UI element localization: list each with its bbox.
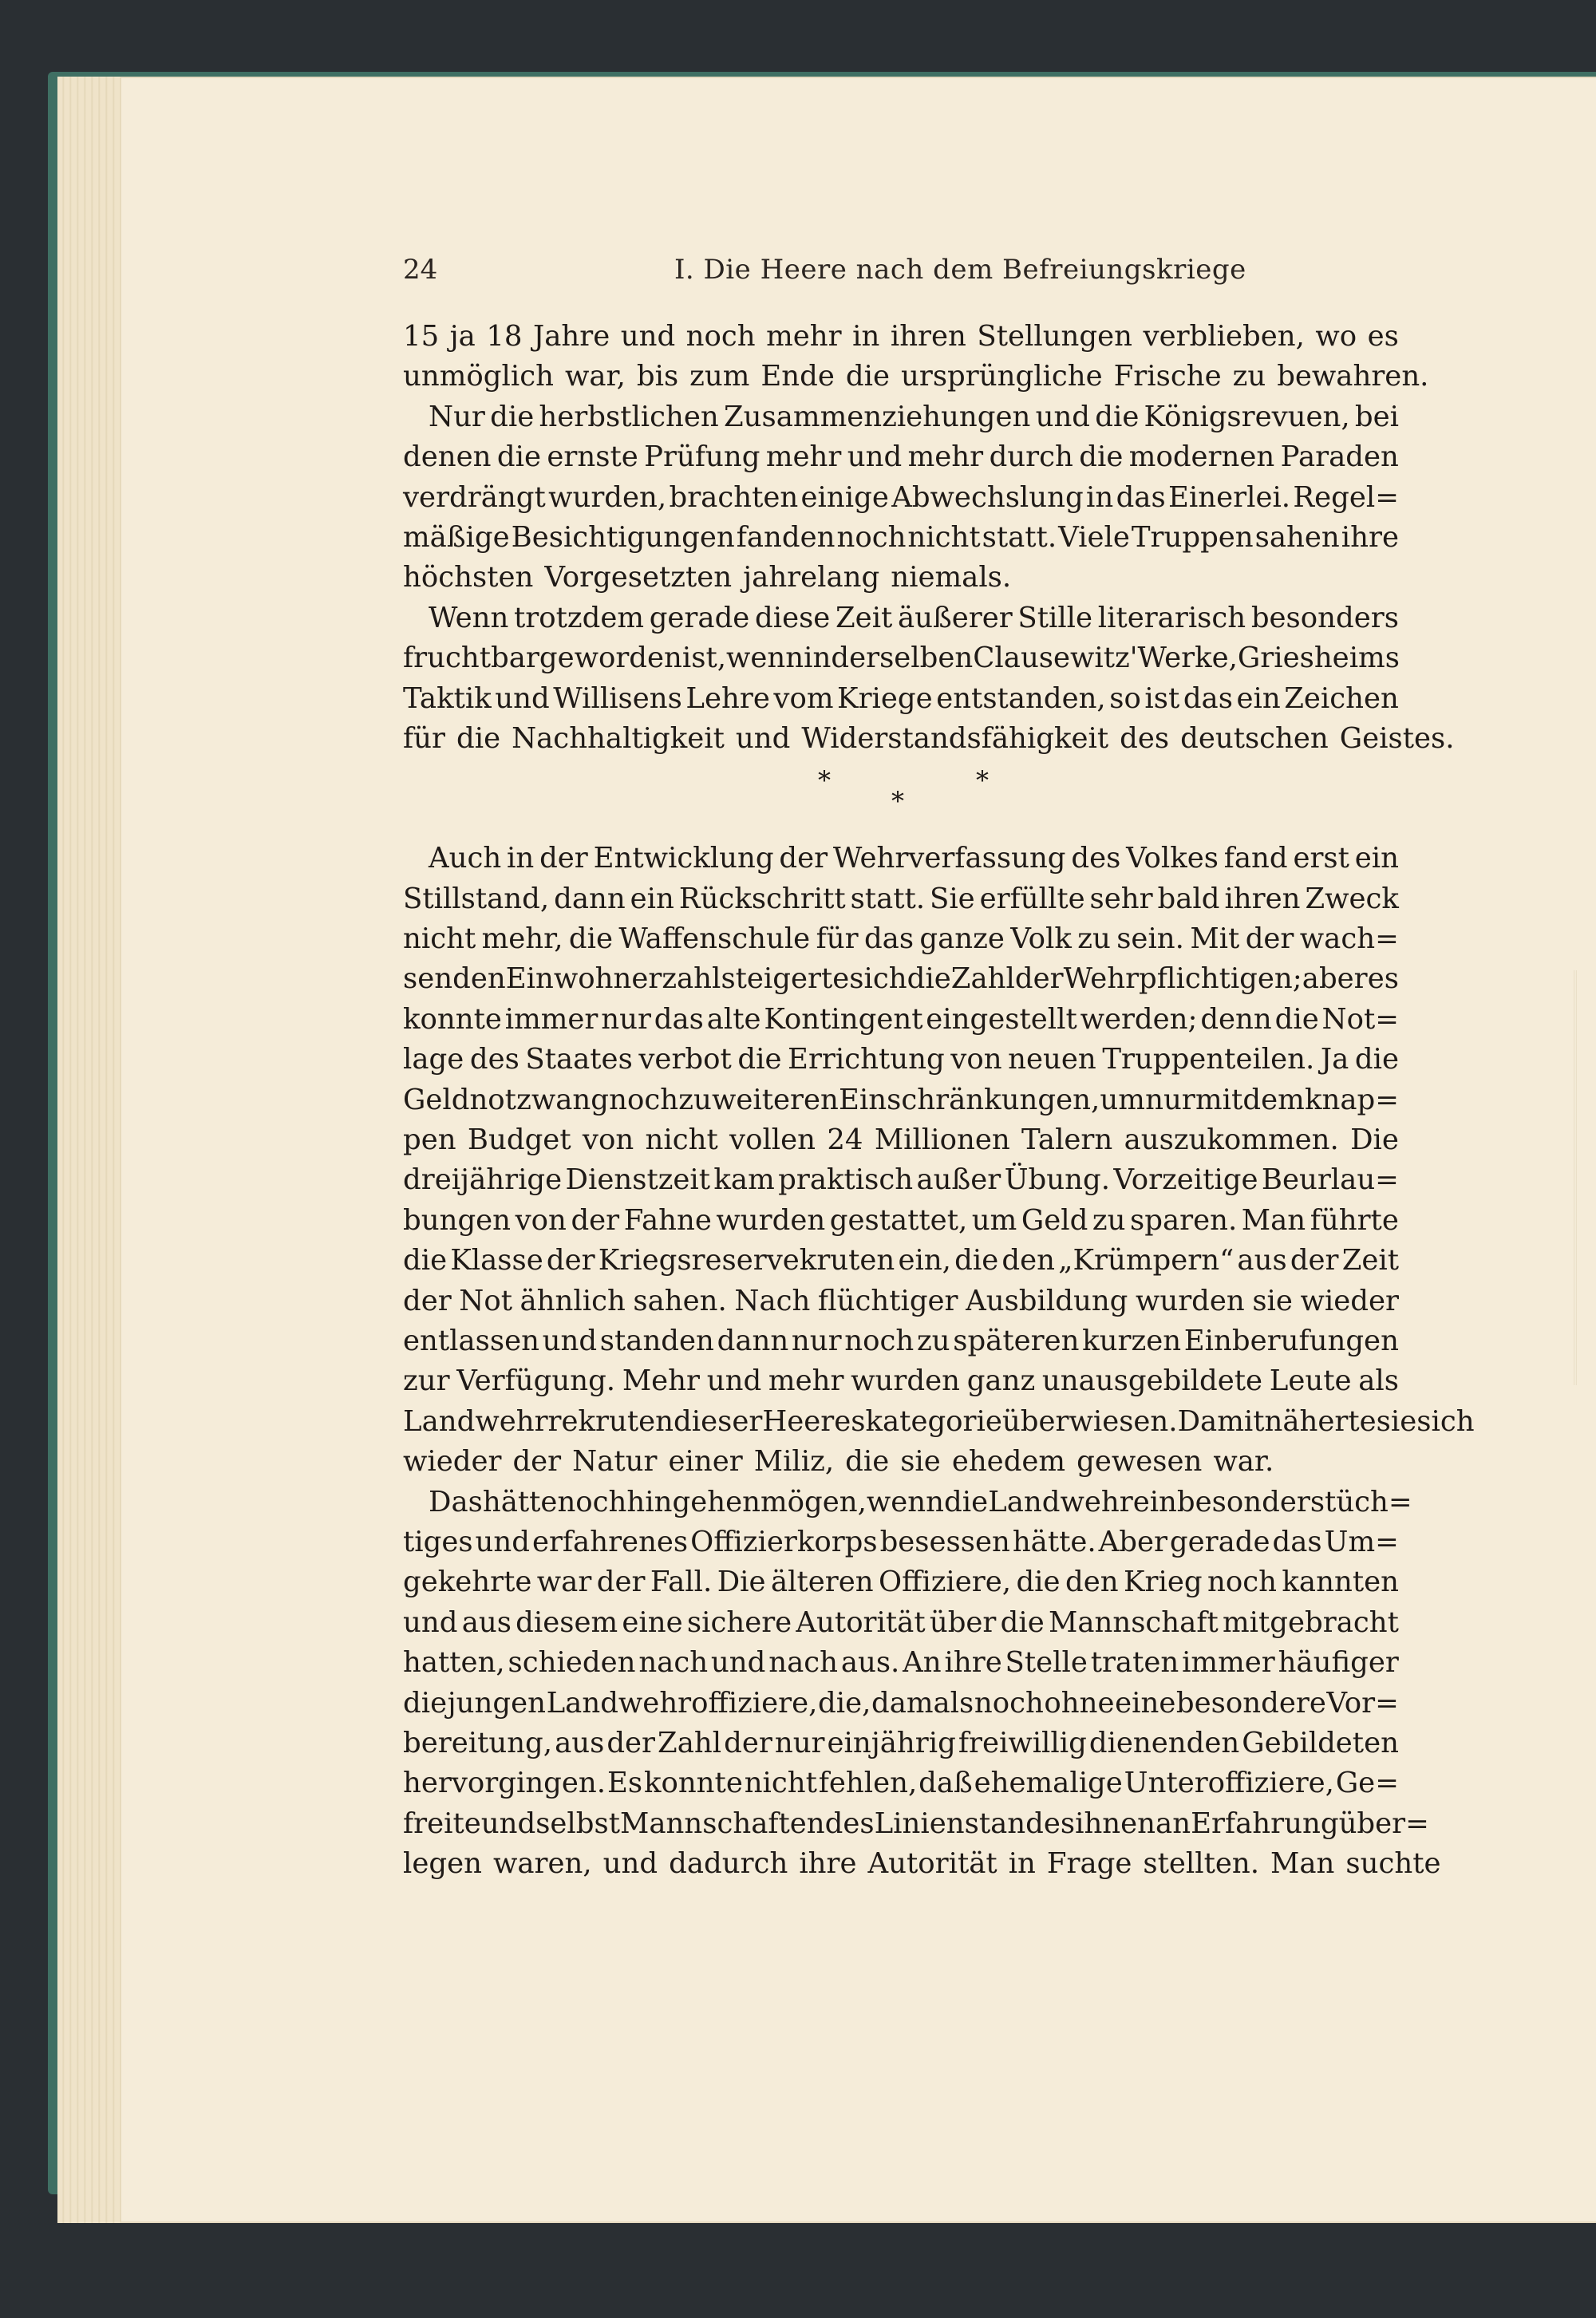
- body-text: [403, 317, 1475, 1884]
- text-line: Stillstand, dann ein Rückschritt statt. Sie erfüllte sehr bald ihren Zweck: [403, 882, 1399, 915]
- text-line: konnte immer nur das alte Kontingent eingestellt werden; denn die Not=: [403, 1002, 1399, 1036]
- text-line: fruchtbar geworden ist, wenn in derselben Clausewitz' Werke, Griesheims: [403, 642, 1400, 675]
- text-line: Taktik und Willisens Lehre vom Kriege entstanden, so ist das ein Zeichen: [403, 681, 1399, 715]
- text-line: zur Verfügung. Mehr und mehr wurden ganz unausgebildete Leute als: [403, 1364, 1399, 1398]
- text-line: pen Budget von nicht vollen 24 Millionen Talern auszukommen. Die: [403, 1123, 1399, 1157]
- text-line: freite und selbst Mannschaften des Linienstandes ihnen an Erfahrung über=: [403, 1807, 1429, 1840]
- text-line: senden Einwohnerzahl steigerte sich die Zahl der Wehrpflichtigen; aber es: [403, 962, 1399, 996]
- section-break-asterisk: *: [976, 765, 989, 796]
- text-line: lage des Staates verbot die Errichtung von neuen Truppenteilen. Ja die: [403, 1043, 1399, 1076]
- text-line: gekehrte war der Fall. Die älteren Offiziere, die den Krieg noch kannten: [403, 1566, 1399, 1599]
- running-title: I. Die Heere nach dem Befreiungskriege: [674, 254, 1246, 286]
- paragraph: [403, 598, 1455, 760]
- page-stack-edge: [57, 77, 121, 2223]
- paragraph: [403, 839, 1475, 1482]
- text-line: und aus diesem eine sichere Autorität über die Mannschaft mitgebracht: [403, 1605, 1399, 1639]
- text-line: nicht mehr, die Waffenschule für das ganze Volk zu sein. Mit der wach=: [403, 922, 1399, 956]
- text-line: legen waren, und dadurch ihre Autorität in Frage stellten. Man suchte: [403, 1847, 1441, 1881]
- text-line: die jungen Landwehroffiziere, die, damals noch ohne eine besondere Vor=: [403, 1686, 1399, 1720]
- page-number: 24: [403, 254, 438, 286]
- text-line: wieder der Natur einer Miliz, die sie ehedem gewesen war.: [403, 1445, 1274, 1479]
- text-line: hervorgingen. Es konnte nicht fehlen, daß ehemalige Unteroffiziere, Ge=: [403, 1767, 1399, 1800]
- text-line: hatten, schieden nach und nach aus. An ihre Stelle traten immer häufiger: [403, 1646, 1399, 1680]
- text-line: Wenn trotzdem gerade diese Zeit äußerer Stille literarisch besonders: [429, 601, 1399, 634]
- text-line: Nur die herbstlichen Zusammenziehungen und die Königsrevuen, bei: [429, 400, 1399, 433]
- section-break: [403, 759, 1399, 839]
- text-line: die Klasse der Kriegsreservekruten ein, die den „Krümpern“ aus der Zeit: [403, 1244, 1399, 1277]
- text-line: für die Nachhaltigkeit und Widerstandsfähigkeit des deutschen Geistes.: [403, 721, 1455, 755]
- text-line: unmöglich war, bis zum Ende die ursprüngliche Frische zu bewahren.: [403, 360, 1429, 393]
- text-line: Geldnot zwang noch zu weiteren Einschränkungen, um nur mit dem knap=: [403, 1083, 1399, 1116]
- text-line: denen die ernste Prüfung mehr und mehr durch die modernen Paraden: [403, 440, 1399, 474]
- text-line: bereitung, aus der Zahl der nur einjährig freiwillig dienenden Gebildeten: [403, 1726, 1399, 1759]
- text-line: Auch in der Entwicklung der Wehrverfassung des Volkes fand erst ein: [429, 842, 1399, 875]
- text-line: Landwehrrekruten dieser Heereskategorie überwiesen. Damit näherte sie sich: [403, 1404, 1475, 1438]
- text-line: bungen von der Fahne wurden gestattet, um Geld zu sparen. Man führte: [403, 1203, 1399, 1237]
- text-line: dreijährige Dienstzeit kam praktisch außer Übung. Vorzeitige Beurlau=: [403, 1163, 1399, 1197]
- text-line: Das hätte noch hingehen mögen, wenn die Landwehr ein besonders tüch=: [429, 1485, 1412, 1518]
- page-crease: [1574, 970, 1577, 1385]
- text-line: entlassen und standen dann nur noch zu späteren kurzen Einberufungen: [403, 1324, 1399, 1357]
- section-break-asterisk: *: [818, 765, 831, 796]
- section-break-asterisk: *: [891, 786, 904, 817]
- paragraph: [403, 317, 1429, 397]
- text-line: mäßige Besichtigungen fanden noch nicht statt. Viele Truppen sahen ihre: [403, 520, 1399, 554]
- text-line: höchsten Vorgesetzten jahrelang niemals.: [403, 561, 1012, 594]
- text-line: verdrängt wurden, brachten einige Abwechslung in das Einerlei. Regel=: [403, 480, 1399, 514]
- paragraph: [403, 1483, 1441, 1885]
- text-line: der Not ähnlich sahen. Nach flüchtiger Ausbildung wurden sie wieder: [403, 1284, 1399, 1317]
- paragraph: [403, 397, 1399, 598]
- running-head: [403, 254, 1399, 290]
- text-line: 15 ja 18 Jahre und noch mehr in ihren Stellungen verblieben, wo es: [403, 320, 1399, 353]
- text-line: tiges und erfahrenes Offizierkorps besessen hätte. Aber gerade das Um=: [403, 1525, 1399, 1558]
